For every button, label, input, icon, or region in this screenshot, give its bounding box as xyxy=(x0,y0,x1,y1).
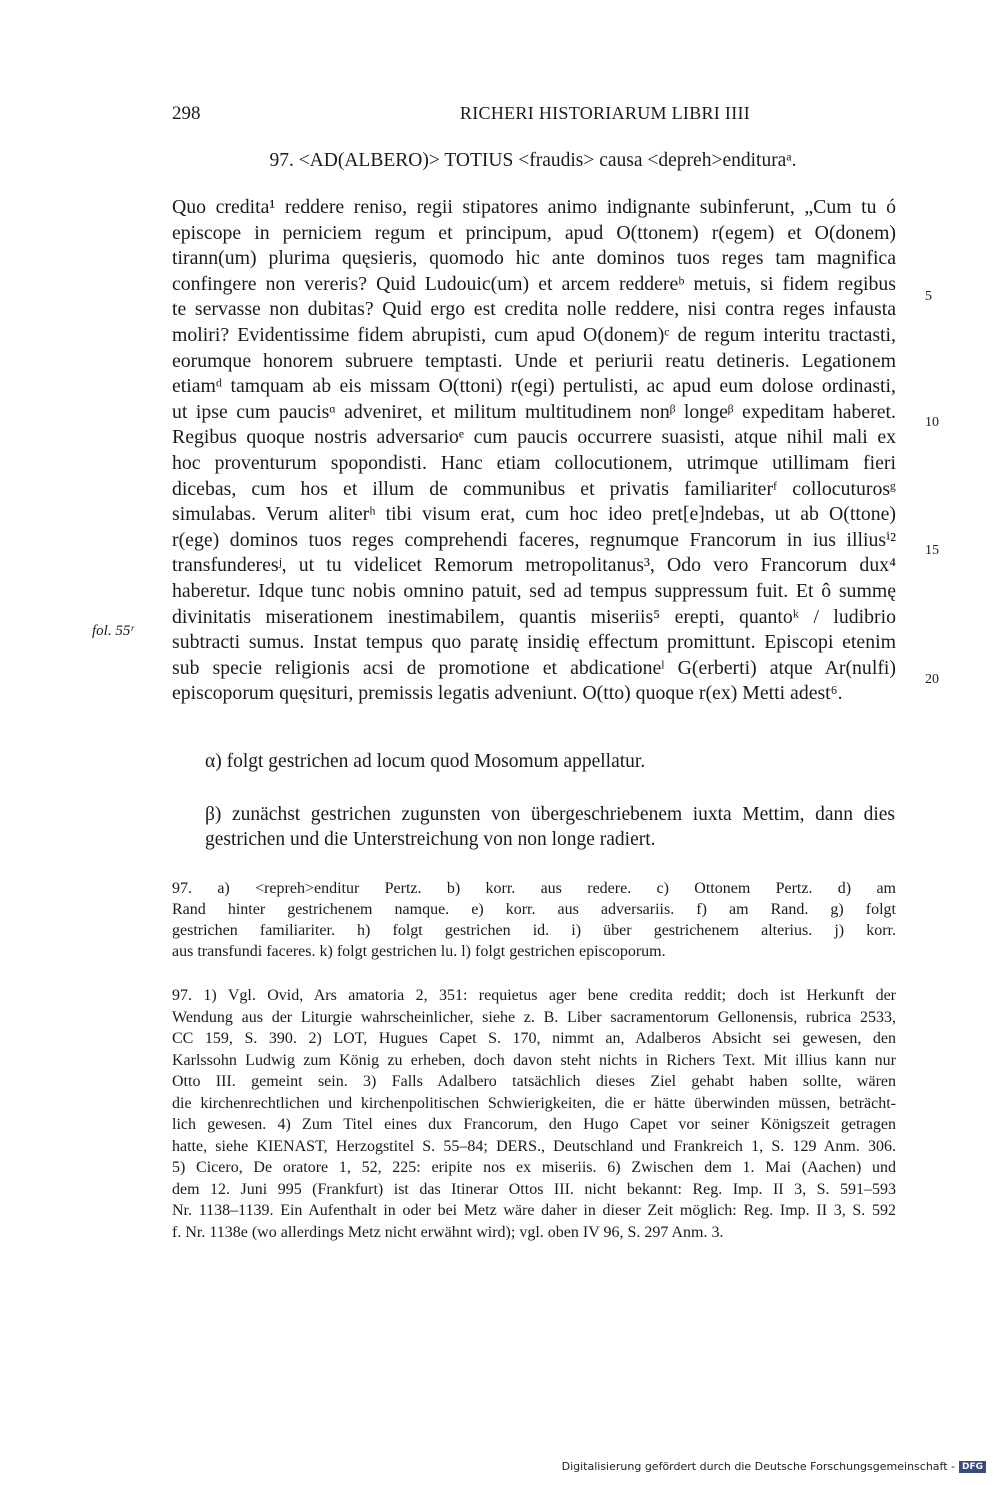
main-text-lines-19: sub specie religionis acsi de promotione et abdicationeˡ G(erberti) atque Ar(nulfi) xyxy=(172,656,896,679)
commentary-lines-7: lich gewesen. 4) Zum Titel eines dux Francorum, den Hugo Capet vor seiner Königszeit getragen xyxy=(172,1116,896,1133)
main-text xyxy=(172,195,896,707)
line-number-5: 5 xyxy=(925,289,932,304)
commentary-lines-1: 97. 1) Vgl. Ovid, Ars amatoria 2, 351: requietus ager bene credita reddit; doch ist Herkunft der xyxy=(172,987,896,1004)
main-text-lines-13: simulabas. Verum aliterʰ tibi visum erat, cum hoc ideo pret[e]ndebas, ut ab O(ttone) xyxy=(172,503,896,526)
main-text-lines-9: ut ipse cum paucisᵅ adveniret, et militum multitudinem nonᵝ longeᵝ expeditam haberet. xyxy=(172,400,896,423)
footer xyxy=(562,1460,986,1473)
main-text-lines-14: r(ege) dominos tuos reges comprehendi faceres, regnumque Francorum in ius illiusⁱ² xyxy=(172,528,896,551)
commentary-lines-9: 5) Cicero, De oratore 1, 52, 225: eripite nos ex miseriis. 6) Zwischen dem 1. Mai (Aachen) und xyxy=(172,1159,896,1176)
page-number: 298 xyxy=(172,103,201,124)
main-text-lines-16: haberetur. Idque tunc nobis omnino patuit, sed ad tempus suppressum fuit. Et ô summę xyxy=(172,579,896,602)
main-text-lines-12: dicebas, cum hos et illum de communibus et privatis familiariterᶠ collocuturosᵍ xyxy=(172,477,896,500)
commentary-lines-8: hatte, siehe KIENAST, Herzogstitel S. 55–84; DERS., Deutschland und Frankreich 1, S. 129 Anm. 306. xyxy=(172,1137,896,1155)
main-text-lines-2: episcope in perniciem regum et principum, apud O(ttonem) r(egem) et O(donem) xyxy=(172,221,896,244)
critical-notes-lines-3: gestrichen familiariter. h) folgt gestrichen id. i) über gestrichenem alterius. j) korr. xyxy=(172,922,896,939)
main-text-lines-10: Regibus quoque nostris adversarioᵉ cum paucis occurrere suasisti, atque nihil mali ex xyxy=(172,426,896,449)
main-text-lines-6: moliri? Evidentissime fidem abrupisti, cum apud O(donem)ᶜ de regum interitu tractasti, xyxy=(172,323,896,346)
line-number-20: 20 xyxy=(925,672,939,687)
main-text-lines-8: etiamᵈ tamquam ab eis missam O(ttoni) r(egi) pertulisti, ac apud eum dolose ordinasti, xyxy=(172,375,896,398)
critical-notes-lines-4: aus transfundi faceres. k) folgt gestrichen lu. l) folgt gestrichen episcoporum. xyxy=(172,943,666,960)
commentary-lines-12: f. Nr. 1138e (wo allerdings Metz nicht erwähnt wird); vgl. oben IV 96, S. 297 Anm. 3. xyxy=(172,1223,724,1241)
apparatus-beta-lines-2: gestrichen und die Unterstreichung von non longe radiert. xyxy=(205,829,656,850)
main-text-lines-5: te servasse non dubitas? Quid ergo est credita nolle reddere, nisi contra reges infausta xyxy=(172,298,896,321)
commentary-lines-3: CC 159, S. 390. 2) LOT, Hugues Capet S. 170, nimmt an, Adalberos Absicht sei gewesen, den xyxy=(172,1030,896,1047)
main-text-lines-11: hoc proventurum spopondisti. Hanc etiam collocutionem, utrimque utillimam fieri xyxy=(172,451,896,474)
commentary-lines-11: Nr. 1138–1139. Ein Aufenthalt in oder bei Metz wäre daher in dieser Zeit möglich: Reg. Imp. II 3, S. 592 xyxy=(172,1202,896,1219)
commentary-lines-10: dem 12. Juni 995 (Frankfurt) ist das Itinerar Ottos III. nicht bekannt: Reg. Imp. II 3, S. 591–593 xyxy=(172,1180,896,1198)
apparatus-beta xyxy=(205,802,895,852)
commentary-lines-6: die kirchenrechtlichen und kirchenpolitischen Schwierigkeiten, die er hätte überwinden müssen, beträcht- xyxy=(172,1094,896,1112)
dfg-logo: DFG xyxy=(959,1461,986,1473)
folio-margin-note: fol. 55ʳ xyxy=(92,623,134,639)
main-text-lines-1: Quo credita¹ reddere reniso, regii stipatores animo indignante subinferunt, „Cum tu ó xyxy=(172,196,896,218)
commentary-lines-5: Otto III. gemeint sein. 3) Falls Adalbero tatsächlich dieses Ziel gehabt haben sollte, wären xyxy=(172,1073,896,1090)
critical-notes-lines-1: 97. a) <repreh>enditur Pertz. b) korr. aus redere. c) Ottonem Pertz. d) am xyxy=(172,880,896,897)
main-text-lines-4: confingere non vereris? Quid Ludouic(um) et arcem reddereᵇ metuis, si fidem regibus xyxy=(172,272,896,295)
line-number-15: 15 xyxy=(925,543,939,558)
chapter-heading: 97. <AD(ALBERO)> TOTIUS <fraudis> causa <depreh>endituraᵃ. xyxy=(269,150,797,171)
apparatus-beta-lines-1: β) zunächst gestrichen zugunsten von übergeschriebenem iuxta Mettim, dann dies xyxy=(205,804,895,825)
main-text-lines-7: eorumque honorem subruere temptasti. Unde et periurii reatu detineris. Legationem xyxy=(172,349,896,372)
critical-notes xyxy=(172,878,896,962)
apparatus-alpha: α) folgt gestrichen ad locum quod Mosomum appellatur. xyxy=(205,751,646,772)
main-text-lines-18: subtracti sumus. Instat tempus quo paratę insidię effectum promittunt. Episcopi etenim xyxy=(172,631,896,654)
main-text-lines-3: tirann(um) plurima quęsieris, quomodo hic ante dominos tuos reges tam magnifica xyxy=(172,247,896,270)
commentary-lines-2: Wendung aus der Liturgie wahrscheinlicher, siehe z. B. Liber sacramentorum Gellonensis, rubrica 2533, xyxy=(172,1008,896,1026)
running-title: RICHERI HISTORIARUM LIBRI IIII xyxy=(459,103,751,123)
commentary-notes xyxy=(172,985,896,1243)
line-number-10: 10 xyxy=(925,415,939,430)
main-text-lines-15: transfunderesʲ, ut tu videlicet Remorum metropolitanus³, Odo vero Francorum dux⁴ xyxy=(172,554,896,577)
footer-text: Digitalisierung gefördert durch die Deutsche Forschungsgemeinschaft - xyxy=(561,1460,955,1473)
main-text-lines-20: episcoporum quęsituri, premissis legatis adveniunt. O(tto) quoque r(ex) Metti adest⁶. xyxy=(172,682,843,705)
main-text-lines-17: divinitatis miserationem inestimabilem, quantis miseriis⁵ erepti, quantoᵏ / ludibrio xyxy=(172,605,896,628)
critical-notes-lines-2: Rand hinter gestrichenem namque. e) korr. aus adversariis. f) am Rand. g) folgt xyxy=(172,901,896,918)
commentary-lines-4: Karlssohn Ludwig zum König zu erheben, doch davon steht nichts in Richers Text. Mit illius kann nur xyxy=(172,1051,896,1069)
